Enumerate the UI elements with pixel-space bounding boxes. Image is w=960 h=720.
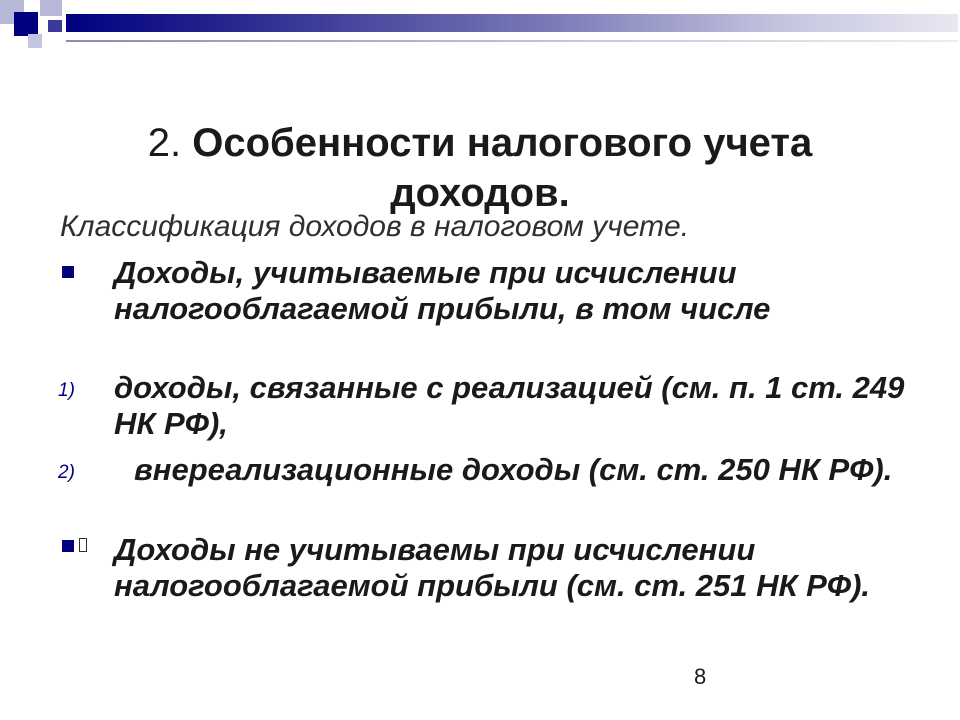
list-item: Доходы не учитываемы при исчислении налогооблагаемой прибыли (см. ст. 251 НК РФ). (114, 532, 871, 603)
header-bar (66, 14, 958, 32)
list-item: внереализационные доходы (см. ст. 250 НК РФ). (134, 452, 893, 487)
header-line (66, 40, 958, 42)
page-number: 8 (694, 664, 707, 689)
slide-subtitle: Классификация доходов в налоговом учете. (60, 210, 690, 243)
list-item: Доходы, учитываемые при исчислении налогооблагаемой прибыли, в том числе (114, 255, 771, 326)
list-number: 2) (58, 462, 75, 483)
bullet-square-icon (62, 540, 74, 552)
decor-square-dark (48, 20, 62, 32)
title-number: 2. (147, 121, 182, 165)
slide-title (60, 118, 900, 218)
bullet-square-icon (62, 266, 74, 278)
list-item: доходы, связанные с реализацией (см. п. 1 ст. 249 НК РФ), (114, 370, 905, 441)
glyph-box-icon (79, 538, 87, 552)
decor-square-dark (14, 12, 38, 36)
title-text: Особенности налогового учета доходов. (192, 121, 813, 215)
decor-square-light (40, 0, 62, 16)
list-number: 1) (58, 380, 75, 401)
decor-square-light (28, 34, 42, 48)
